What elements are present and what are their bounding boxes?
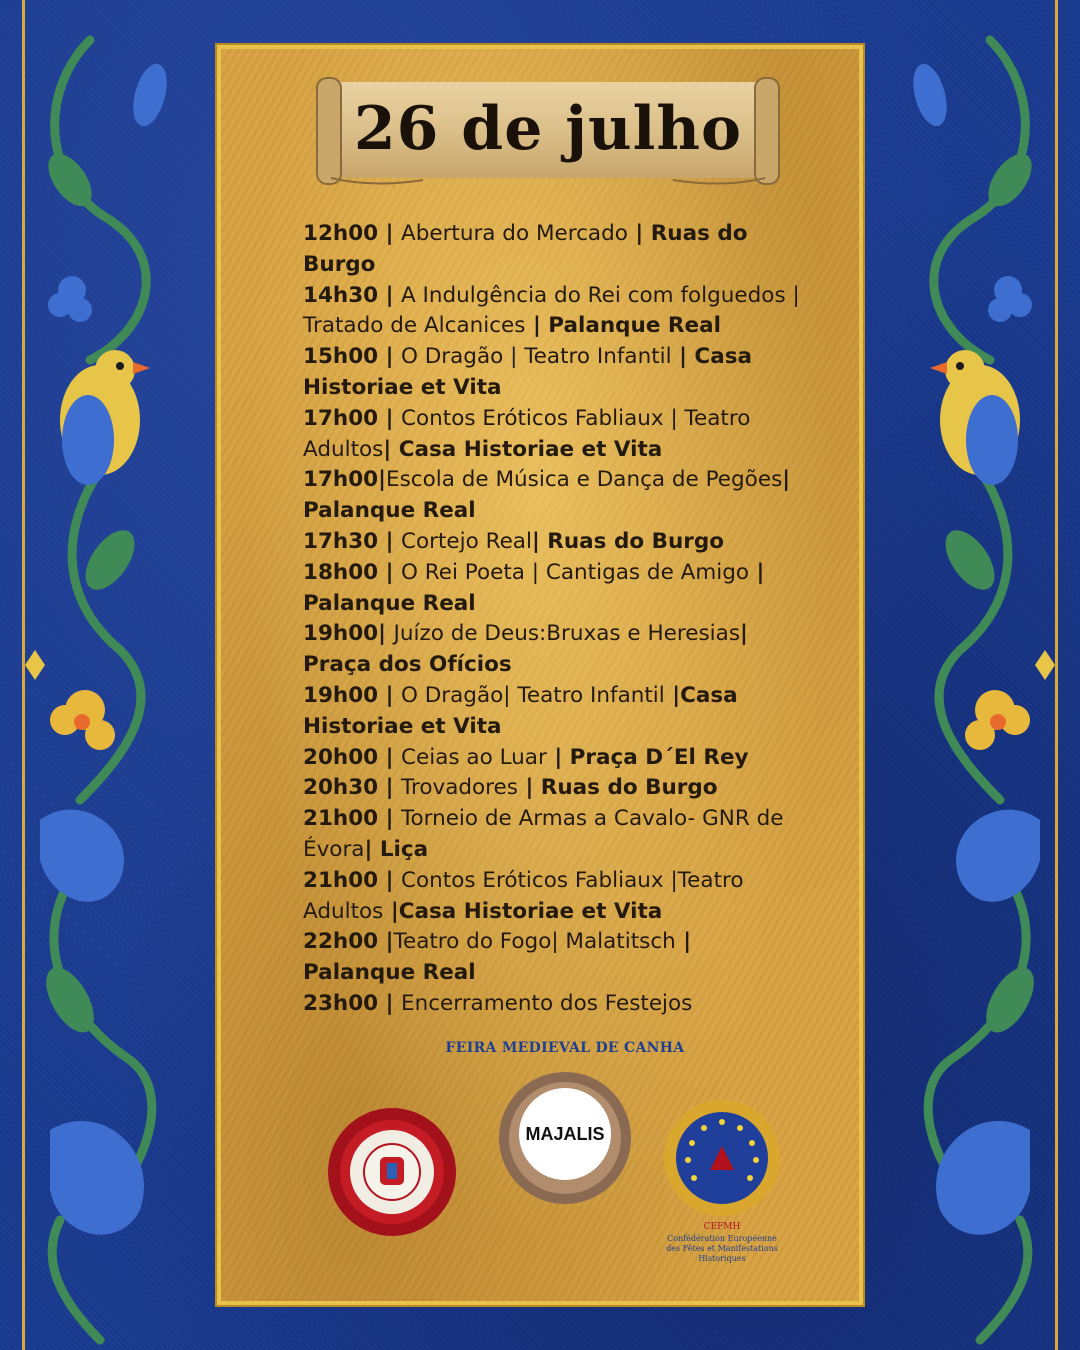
event-time: 20h30 xyxy=(303,775,379,801)
event-time: 15h00 xyxy=(303,344,379,370)
cefmh-acronym: CEFMH xyxy=(703,1222,741,1232)
schedule-list xyxy=(303,219,803,1020)
event-time: 19h00 xyxy=(303,621,379,647)
bird-icon xyxy=(60,350,150,485)
event-name: Contos Eróticos Fabliaux |Teatro Adultos xyxy=(303,867,744,924)
schedule-entry xyxy=(303,989,803,1020)
wax-seal-icon xyxy=(325,1105,459,1239)
event-venue: | Liça xyxy=(364,836,429,862)
event-name: Escola de Música e Dança de Pegões xyxy=(386,467,783,493)
page-title: 26 de julho xyxy=(353,94,743,164)
event-time: 12h00 xyxy=(303,221,379,246)
event-venue: | Ruas do Burgo xyxy=(303,221,748,277)
event-name: Trovadores xyxy=(400,775,518,801)
title-scroll-banner xyxy=(313,76,783,188)
event-venue: | Palanque Real xyxy=(303,929,692,986)
schedule-entry xyxy=(303,804,803,866)
event-time: 14h30 xyxy=(303,282,379,308)
event-venue: | Praça D´El Rey xyxy=(546,744,749,770)
event-venue: | Praça dos Ofícios xyxy=(303,621,748,678)
separator: | xyxy=(378,744,401,770)
separator: | xyxy=(378,929,394,955)
separator: | xyxy=(378,344,401,370)
schedule-entry xyxy=(303,773,803,804)
cefmh-seal xyxy=(662,1098,782,1218)
event-name: Teatro do Fogo| Malatitsch xyxy=(393,929,676,955)
schedule-entry xyxy=(303,342,803,404)
event-name: Encerramento dos Festejos xyxy=(400,990,693,1016)
schedule-entry xyxy=(303,219,803,281)
separator: | xyxy=(378,282,401,308)
event-time: 23h00 xyxy=(303,990,379,1016)
event-name: O Rei Poeta | Cantigas de Amigo xyxy=(400,559,750,585)
event-venue: | Ruas do Burgo xyxy=(517,775,718,801)
schedule-entry xyxy=(303,465,803,527)
event-venue: | Palanque Real xyxy=(303,467,791,524)
separator: | xyxy=(378,405,401,431)
event-name: Ceias ao Luar xyxy=(400,744,547,770)
schedule-entry xyxy=(303,681,803,743)
flower-icon xyxy=(50,690,115,750)
schedule-entry xyxy=(303,743,803,774)
organizer-name: FEIRA MEDIEVAL DE CANHA xyxy=(445,1040,685,1056)
event-time: 21h00 xyxy=(303,867,379,893)
event-venue: | Palanque Real xyxy=(303,559,765,616)
event-time: 18h00 xyxy=(303,559,379,585)
leaf-vine-icon xyxy=(36,146,144,1040)
separator: | xyxy=(378,559,401,585)
event-name: A Indulgência do Rei com folguedos | Tratado de Alcanices xyxy=(303,282,800,339)
event-venue: |Casa Historiae et Vita xyxy=(383,898,663,924)
separator: | xyxy=(378,221,401,246)
schedule-entry xyxy=(303,866,803,928)
event-time: 20h00 xyxy=(303,744,379,770)
event-venue: | Casa Historiae et Vita xyxy=(303,344,753,400)
schedule-entry xyxy=(303,527,803,558)
schedule-entry xyxy=(303,927,803,989)
separator: | xyxy=(378,775,401,801)
event-venue: | Ruas do Burgo xyxy=(531,528,725,554)
event-name: Cortejo Real xyxy=(400,528,532,554)
schedule-entry xyxy=(303,558,803,620)
schedule-entry xyxy=(303,619,803,681)
left-floral-border xyxy=(0,0,200,1350)
event-time: 21h00 xyxy=(303,806,379,832)
event-name: Abertura do Mercado xyxy=(400,221,628,246)
event-venue: | Casa Historiae et Vita xyxy=(383,436,663,462)
majalis-label: MAJALIS xyxy=(525,1124,605,1144)
event-time: 22h00 xyxy=(303,929,379,955)
right-floral-border xyxy=(880,0,1080,1350)
separator: | xyxy=(378,528,401,554)
event-venue: |Casa Historiae et Vita xyxy=(303,682,738,739)
separator: | xyxy=(378,467,387,493)
event-time: 17h00 xyxy=(303,467,379,493)
event-name: O Dragão| Teatro Infantil xyxy=(400,682,665,708)
separator: | xyxy=(378,867,401,893)
event-venue: | Palanque Real xyxy=(525,313,721,339)
cefmh-fullname: Confédération Européenne des Fêtes et Manifestations Historiques xyxy=(666,1234,778,1263)
separator: | xyxy=(378,990,401,1016)
schedule-entry xyxy=(303,404,803,466)
event-name: O Dragão | Teatro Infantil xyxy=(400,344,672,370)
separator: | xyxy=(378,682,401,708)
event-name: Contos Eróticos Fabliaux | Teatro Adultos xyxy=(303,405,751,462)
event-time: 17h00 xyxy=(303,405,379,431)
event-name: Torneio de Armas a Cavalo- GNR de Évora xyxy=(303,806,784,862)
diamond-ornament xyxy=(25,650,45,680)
separator: | xyxy=(378,621,394,647)
event-time: 19h00 xyxy=(303,682,379,708)
schedule-entry xyxy=(303,281,803,343)
event-time: 17h30 xyxy=(303,528,379,554)
event-name: Juízo de Deus:Bruxas e Heresias xyxy=(393,621,741,647)
separator: | xyxy=(378,806,401,832)
